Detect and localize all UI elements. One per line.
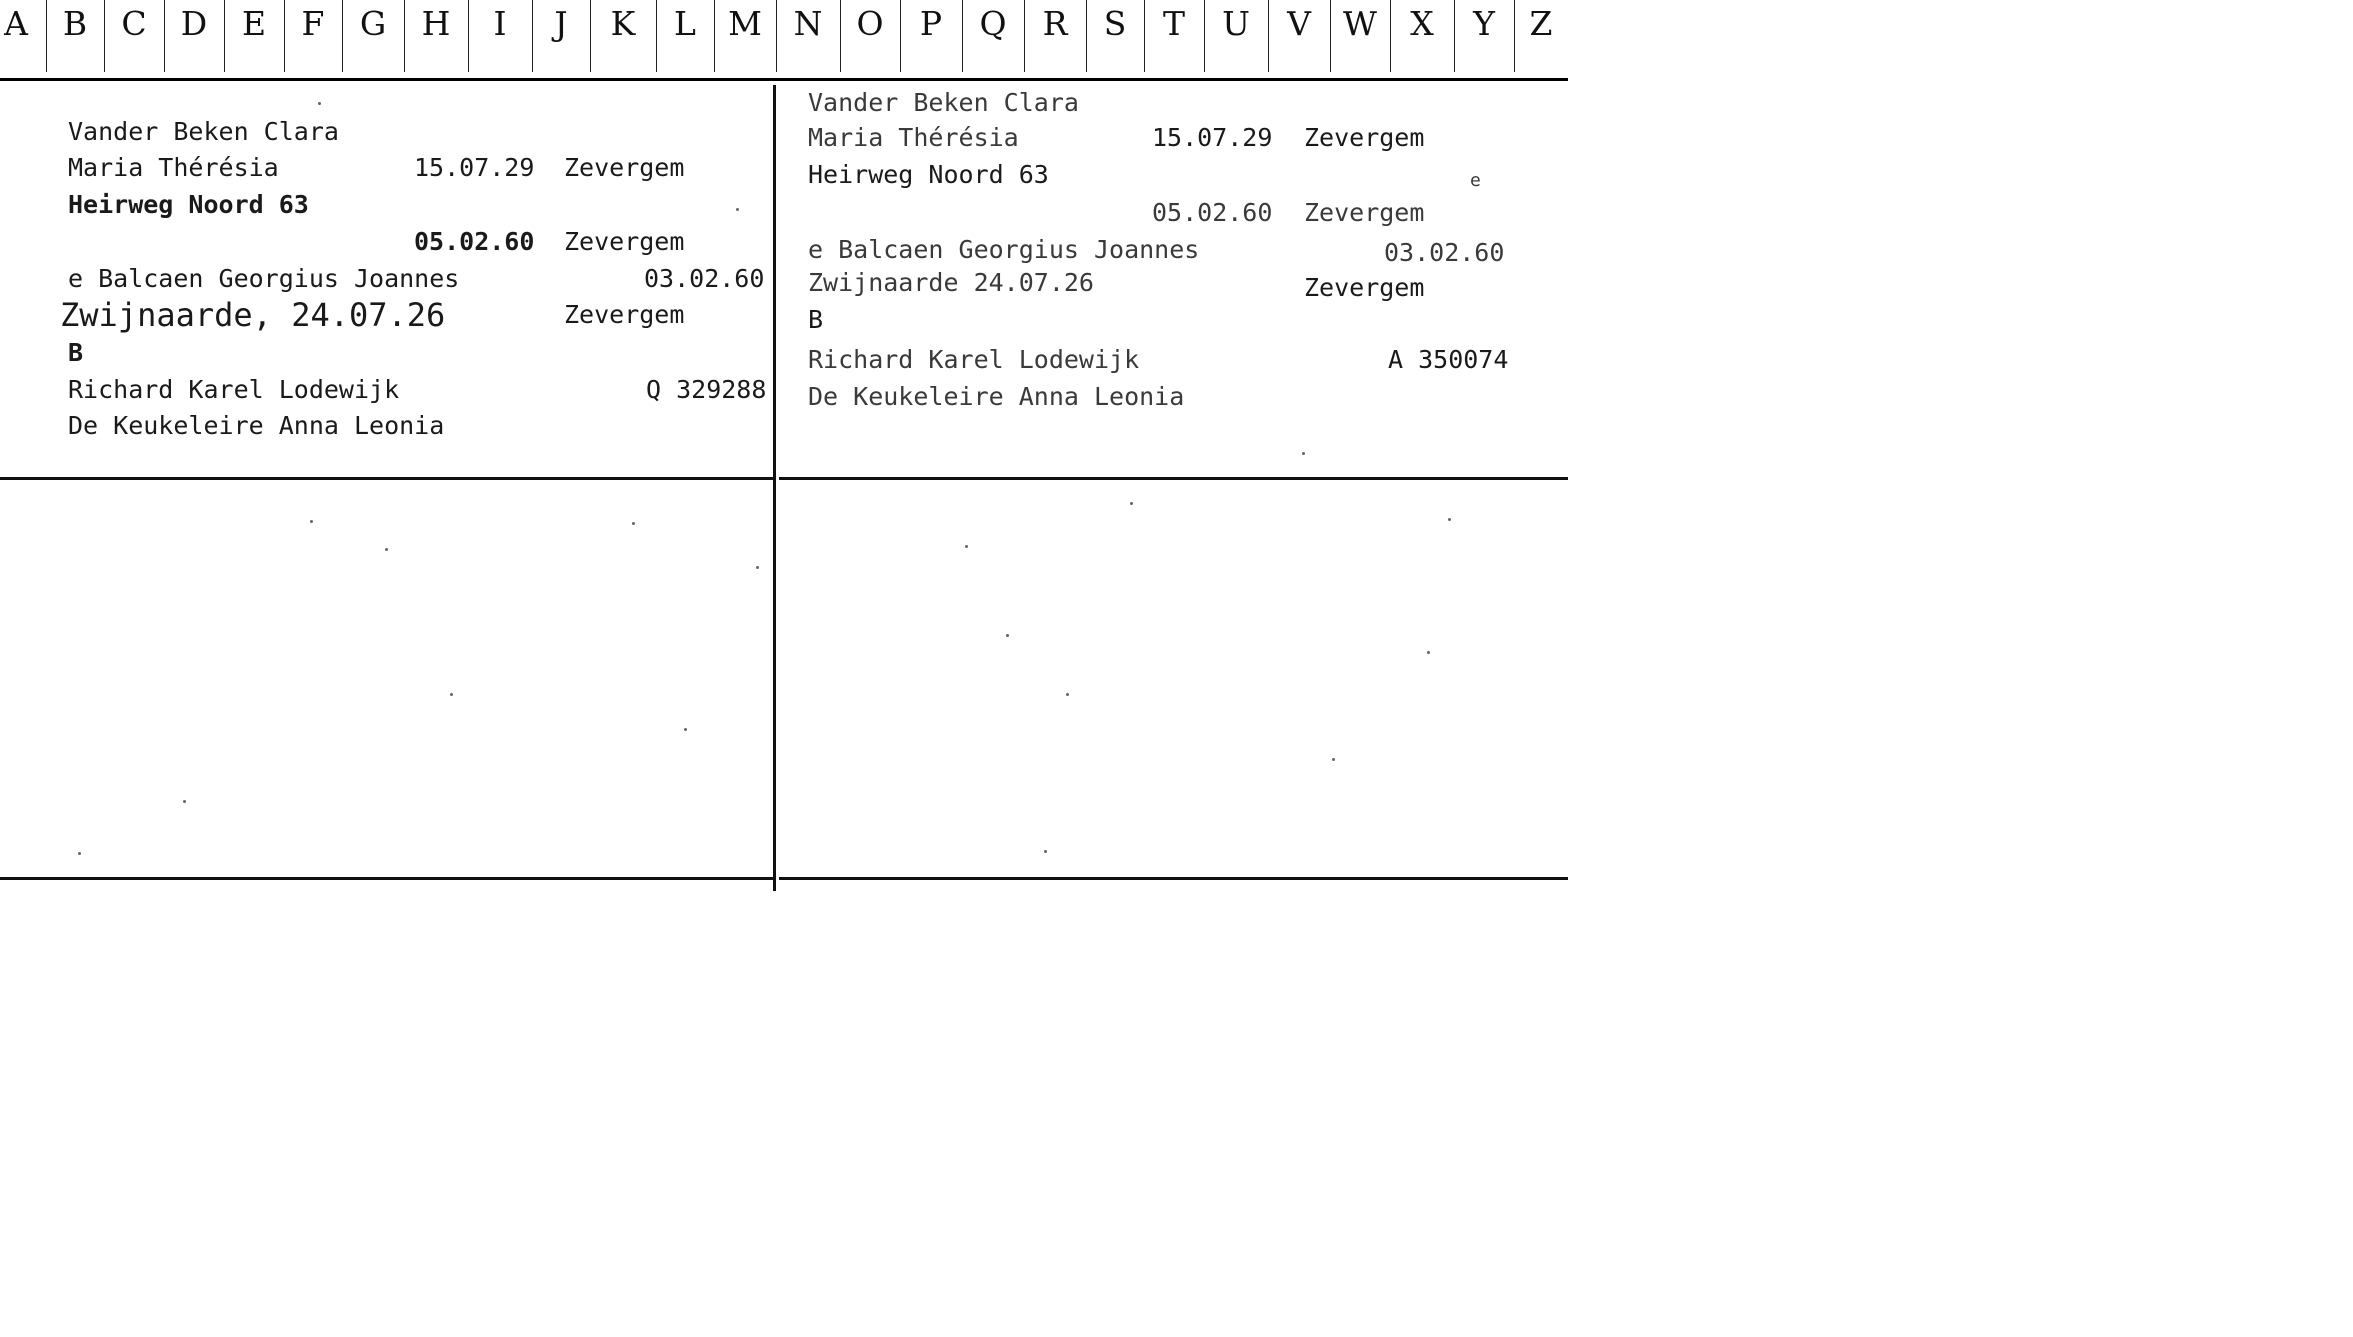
scan-speck (318, 102, 321, 105)
right-marriage-date: 05.02.60 (1152, 198, 1273, 227)
index-divider (342, 0, 343, 72)
index-divider (1268, 0, 1269, 72)
left-address: Heirweg Noord 63 (68, 190, 309, 219)
index-letter-p: P (919, 4, 943, 43)
right-birth-place: Zevergem (1304, 123, 1425, 152)
scan-speck (965, 545, 968, 548)
right-mark: e (1470, 170, 1481, 191)
index-letter-q: Q (979, 4, 1007, 43)
right-spouse-place: Zevergem (1304, 273, 1425, 302)
index-divider (1454, 0, 1455, 72)
index-letter-t: T (1162, 4, 1185, 43)
index-letter-n: N (793, 4, 823, 43)
index-divider (532, 0, 533, 72)
left-spouse-date: 03.02.60 (644, 264, 765, 293)
index-divider (1024, 0, 1025, 72)
index-divider (284, 0, 285, 72)
card-column-divider (773, 85, 776, 891)
left-birth-place: Zevergem (564, 153, 685, 182)
index-letter-k: K (610, 4, 636, 43)
index-letter-u: U (1222, 4, 1250, 43)
index-letter-x: X (1410, 4, 1434, 43)
scan-speck (1448, 518, 1451, 521)
right-spouse: e Balcaen Georgius Joannes (808, 235, 1200, 264)
left-spouse: e Balcaen Georgius Joannes (68, 264, 460, 293)
right-spouse-birth: Zwijnaarde 24.07.26 (808, 268, 1094, 297)
right-number: A 350074 (1388, 345, 1509, 374)
index-letter-v: V (1287, 4, 1311, 43)
index-letter-c: C (121, 4, 147, 43)
scan-speck (684, 728, 687, 731)
index-letter-o: O (856, 4, 884, 43)
left-mother: De Keukeleire Anna Leonia (68, 411, 445, 440)
index-letter-m: M (728, 4, 762, 43)
index-divider (714, 0, 715, 72)
scan-speck (1332, 758, 1335, 761)
index-divider (962, 0, 963, 72)
left-card-separator (0, 477, 774, 480)
right-father: Richard Karel Lodewijk (808, 345, 1140, 374)
index-divider (590, 0, 591, 72)
scan-speck (1130, 502, 1133, 505)
scan-speck (1427, 651, 1430, 654)
index-letter-j: J (554, 4, 568, 43)
scan-speck (78, 852, 81, 855)
alphabet-index-strip (0, 0, 1568, 81)
index-letter-d: D (180, 4, 208, 43)
left-spouse-place: Zevergem (564, 300, 685, 329)
index-divider (164, 0, 165, 72)
scan-speck (756, 566, 759, 569)
right-given-names: Maria Thérésia (808, 123, 1019, 152)
index-letter-s: S (1103, 4, 1127, 43)
right-lower-card-separator (779, 877, 1568, 880)
index-divider (1390, 0, 1391, 72)
right-name: Vander Beken Clara (808, 88, 1079, 117)
index-divider (1086, 0, 1087, 72)
left-name: Vander Beken Clara (68, 117, 339, 146)
scan-speck (632, 522, 635, 525)
index-divider (224, 0, 225, 72)
right-card-separator (779, 477, 1568, 480)
index-letter-f: F (301, 4, 325, 43)
index-letter-z: Z (1529, 4, 1553, 43)
scan-speck (1302, 452, 1305, 455)
index-letter-g: G (359, 4, 387, 43)
left-birth-date: 15.07.29 (414, 153, 535, 182)
index-letter-l: L (674, 4, 696, 43)
scan-speck (385, 548, 388, 551)
index-divider (104, 0, 105, 72)
right-spouse-date: 03.02.60 (1384, 238, 1505, 267)
left-marriage-date: 05.02.60 (414, 227, 535, 256)
scan-speck (1044, 850, 1047, 853)
scan-speck (1066, 693, 1069, 696)
index-divider (656, 0, 657, 72)
index-letter-y: Y (1473, 4, 1495, 43)
scan-speck (1006, 634, 1009, 637)
left-lower-card-separator (0, 877, 774, 880)
index-letter-w: W (1343, 4, 1377, 43)
left-number: Q 329288 (646, 375, 767, 404)
index-divider (468, 0, 469, 72)
left-given-names: Maria Thérésia (68, 153, 279, 182)
index-divider (776, 0, 777, 72)
right-mother: De Keukeleire Anna Leonia (808, 382, 1185, 411)
index-letter-b: B (62, 4, 88, 43)
left-spouse-birth: Zwijnaarde, 24.07.26 (60, 296, 446, 334)
right-code: B (808, 305, 824, 334)
index-divider (1144, 0, 1145, 72)
scan-speck (310, 520, 313, 523)
index-divider (1204, 0, 1205, 72)
index-divider (1330, 0, 1331, 72)
right-marriage-place: Zevergem (1304, 198, 1425, 227)
index-letter-e: E (241, 4, 267, 43)
index-letter-r: R (1042, 4, 1068, 43)
index-letter-h: H (421, 4, 451, 43)
right-birth-date: 15.07.29 (1152, 123, 1273, 152)
index-letter-a: A (4, 4, 28, 43)
scan-speck (450, 693, 453, 696)
left-father: Richard Karel Lodewijk (68, 375, 400, 404)
index-divider (404, 0, 405, 72)
left-marriage-place: Zevergem (564, 227, 685, 256)
index-letter-i: I (493, 4, 507, 43)
right-address: Heirweg Noord 63 (808, 160, 1049, 189)
index-divider (840, 0, 841, 72)
scan-speck (183, 800, 186, 803)
scan-speck (736, 208, 739, 211)
index-divider (900, 0, 901, 72)
index-divider (1514, 0, 1515, 72)
index-divider (46, 0, 47, 72)
left-code: B (68, 338, 84, 367)
